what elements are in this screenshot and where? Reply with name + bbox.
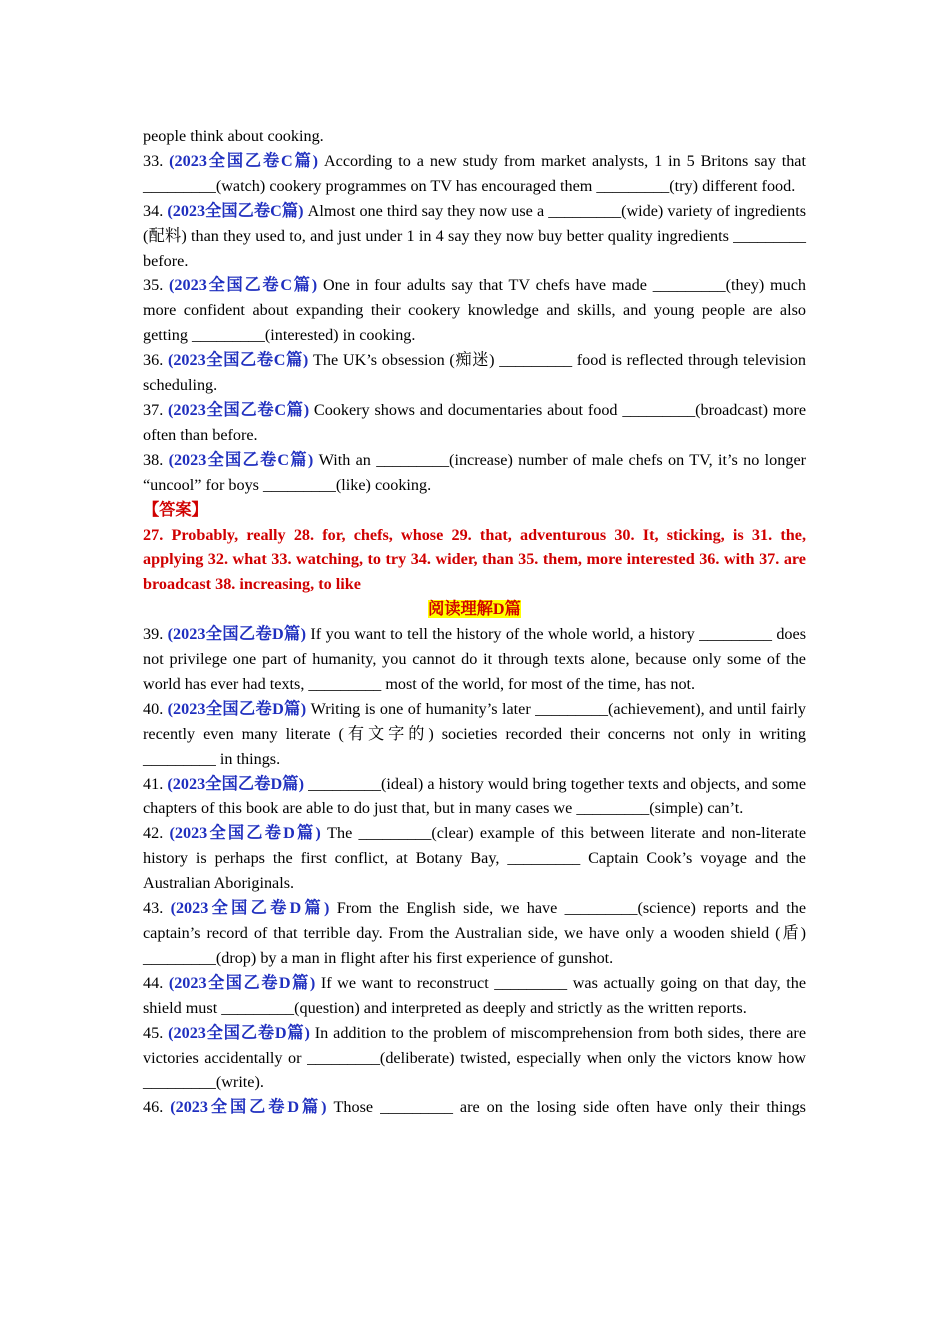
question-text: Those _________ are on the losing side often have only their things	[333, 1098, 806, 1117]
source-label: (2023全国乙卷D篇)	[170, 899, 330, 918]
question-number: 45.	[143, 1023, 164, 1042]
question-text: _________(ideal) a history would bring together texts and objects, and some chapters of this book are able to do just that, but in many cases we _________(simple) can’t.	[143, 774, 807, 818]
question-number: 36.	[143, 351, 164, 370]
question-number: 33.	[143, 151, 164, 170]
question-number: 35.	[143, 276, 164, 295]
question-number: 40.	[143, 699, 164, 718]
source-label: (2023全国乙卷D篇)	[170, 1098, 327, 1117]
question-number: 46.	[143, 1098, 164, 1117]
question-text: In addition to the problem of miscomprehension from both sides, there are victories accidentally or _________(deliberate) twisted, especially when only the victors know how _________(write).	[143, 1023, 806, 1092]
question-number: 42.	[143, 824, 164, 843]
source-label: (2023全国乙卷D篇)	[167, 699, 307, 718]
document-page	[143, 124, 806, 1120]
question-text: According to a new study from market analysts, 1 in 5 Britons say that _________(watch) cookery programmes on TV has encouraged them _________(try) different food.	[143, 151, 806, 195]
question-36	[143, 348, 806, 398]
question-34	[143, 199, 806, 274]
question-33	[143, 149, 806, 199]
question-41	[143, 772, 806, 822]
question-39	[143, 622, 806, 697]
answer-heading: 【答案】	[143, 500, 208, 519]
question-42	[143, 821, 806, 896]
question-text: The UK’s obsession (痴迷) _________ food is reflected through television scheduling.	[143, 351, 806, 395]
source-label: (2023全国乙卷C篇)	[167, 201, 304, 220]
source-label: (2023全国乙卷C篇)	[168, 400, 310, 419]
source-label: (2023全国乙卷D篇)	[167, 625, 306, 644]
text-fragment: people think about cooking.	[143, 127, 324, 145]
answer-text: 27. Probably, really 28. for, chefs, whose 29. that, adventurous 30. It, sticking, is 31. the, applying 32. what 33. watching, to try 34. wider, than 35. them, more interested 36. with 37. are broadcast 38. increasing, to like	[143, 525, 806, 594]
source-label: (2023全国乙卷D篇)	[168, 973, 316, 992]
question-number: 39.	[143, 625, 164, 644]
question-number: 43.	[143, 899, 164, 918]
question-text: One in four adults say that TV chefs have made _________(they) much more confident about expanding their cookery knowledge and skills, and young people are also getting _________(interested) in cooking.	[143, 276, 807, 345]
question-number: 37.	[143, 400, 164, 419]
source-label: (2023全国乙卷C篇)	[168, 450, 314, 469]
section-title	[143, 597, 806, 622]
source-label: (2023全国乙卷C篇)	[169, 276, 318, 295]
question-46	[143, 1095, 806, 1120]
question-text: Cookery shows and documentaries about food _________(broadcast) more often than before.	[143, 400, 807, 444]
question-35	[143, 273, 806, 348]
question-number: 41.	[143, 774, 164, 793]
section-title-label: 阅读理解D篇	[428, 600, 521, 619]
question-text: With an _________(increase) number of male chefs on TV, it’s no longer “uncool” for boys _________(like) cooking.	[143, 450, 807, 494]
question-43	[143, 896, 806, 971]
question-45	[143, 1021, 806, 1096]
source-label: (2023全国乙卷C篇)	[169, 151, 319, 170]
question-40	[143, 697, 806, 772]
question-text: If you want to tell the history of the whole world, a history _________ does not privilege one part of humanity, you cannot do it through texts alone, because only some of the world has ever had texts, _________ most of the world, for most of the time, has not.	[143, 625, 807, 693]
question-37	[143, 398, 806, 448]
source-label: (2023全国乙卷D篇)	[168, 1023, 310, 1042]
question-number: 34.	[143, 201, 164, 220]
question-text: Almost one third say they now use a _________(wide) variety of ingredients (配料) than they used to, and just under 1 in 4 say they now buy better quality ingredients _________ before.	[143, 201, 806, 270]
question-text: From the English side, we have _________(science) reports and the captain’s record of that terrible day. From the Australian side, we have only a wooden shield (盾) _________(drop) by a man in flight after his first experience of gunshot.	[143, 899, 807, 967]
question-number: 44.	[143, 973, 164, 992]
source-label: (2023全国乙卷D篇)	[167, 774, 304, 793]
question-text: Writing is one of humanity’s later _________(achievement), and until fairly recently even many literate (有文字的) societies recorded their concerns not only in writing _________ in things.	[143, 699, 807, 768]
question-text: If we want to reconstruct _________ was actually going on that day, the shield must _________(question) and interpreted as deeply and strictly as the written reports.	[143, 973, 807, 1017]
source-label: (2023全国乙卷C篇)	[167, 351, 309, 370]
question-38	[143, 448, 806, 498]
question-number: 38.	[143, 450, 164, 469]
source-label: (2023全国乙卷D篇)	[169, 824, 321, 843]
question-44	[143, 971, 806, 1021]
question-text: The _________(clear) example of this between literate and non-literate history is perhaps the first conflict, at Botany Bay, _________ Captain Cook’s voyage and the Australian Aboriginals.	[143, 824, 806, 893]
